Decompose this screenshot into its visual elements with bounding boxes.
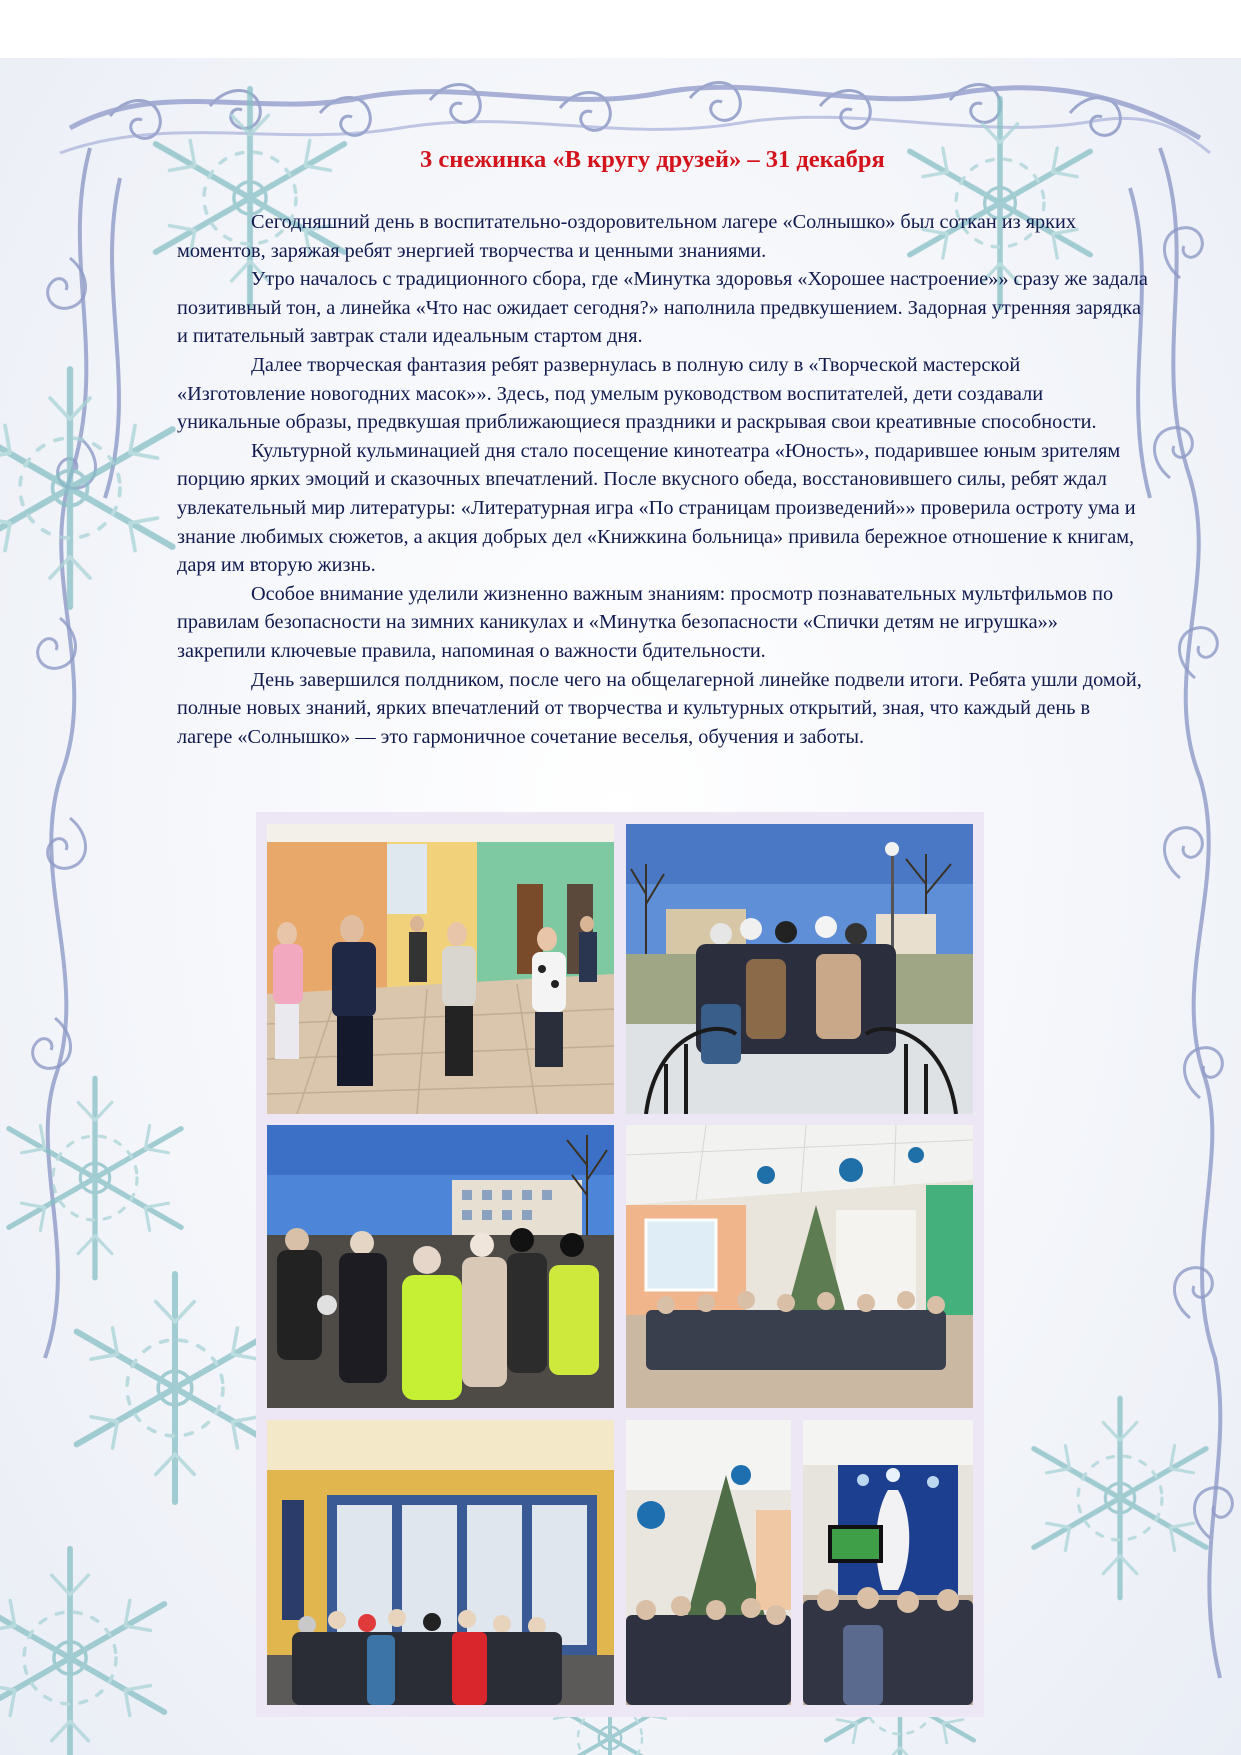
paragraph: Особое внимание уделили жизненно важным знаниям: просмотр познавательных мультфильмов по правилам безопасности на зимних каникулах и «Минутка безопасности «Спички детям не игрушка»» закрепили ключевые правила, напоминая о важности бдительности.: [177, 582, 1114, 662]
paragraph: Утро началось с традиционного сбора, где «Минутка здоровья «Хорошее настроение»» сразу же задала позитивный тон, а линейка «Что нас ожидает сегодня?» наполнила предвкушением. Задорная утренняя зарядка и питательный завтрак стали идеальным стартом дня.: [177, 268, 1148, 348]
paragraph: Далее творческая фантазия ребят развернулась в полную силу в «Творческой мастерской «Изготовление новогодних масок»». Здесь, под умелым руководством воспитателей, дети создавали уникальные образы, предвкушая приближающиеся праздники и раскрывая свои креативные способности.: [177, 353, 1097, 434]
paragraph: Культурной кульминацией дня стало посещение кинотеатра «Юность», подарившее юным зрителям порцию ярких эмоций и сказочных впечатлений. После вкусного обеда, восстановившего силы, ребят ждал увлекательный мир литературы: «Литературная игра «По страницам произведений»» проверила остроту ума и знание любимых сюжетов, а акция добрых дел «Книжкина больница» привила бережное отношение к книгам, даря им вторую жизнь.: [177, 439, 1136, 577]
article-title: 3 снежинка «В кругу друзей» – 31 декабря: [420, 146, 885, 173]
article-body: [177, 208, 1150, 751]
photo-children-in-hall-with-christmas-tree: [626, 1125, 973, 1408]
photo-children-exercising-in-corridor: [267, 824, 614, 1114]
photo-children-outdoors-winter: [267, 1125, 614, 1408]
photo-group-at-building-entrance: [267, 1420, 614, 1705]
paragraph: Сегодняшний день в воспитательно-оздоровительном лагере «Солнышко» был соткан из ярких моментов, заряжая ребят энергией творчества и ценными знаниями.: [177, 211, 1077, 262]
photo-children-on-bridge-outdoors: [626, 824, 973, 1114]
paragraph: День завершился полдником, после чего на общелагерной линейке подвели итоги. Ребята ушли домой, полные новых знаний, ярких впечатлений от творчества и культурных открытий, зная, что каждый день в лагере «Солнышко» — это гармоничное сочетание веселья, обучения и заботы.: [177, 668, 1142, 748]
photo-children-seated-by-tree: [626, 1420, 791, 1705]
photo-collage: [256, 812, 984, 1717]
photo-children-watching-screen: [803, 1420, 973, 1705]
